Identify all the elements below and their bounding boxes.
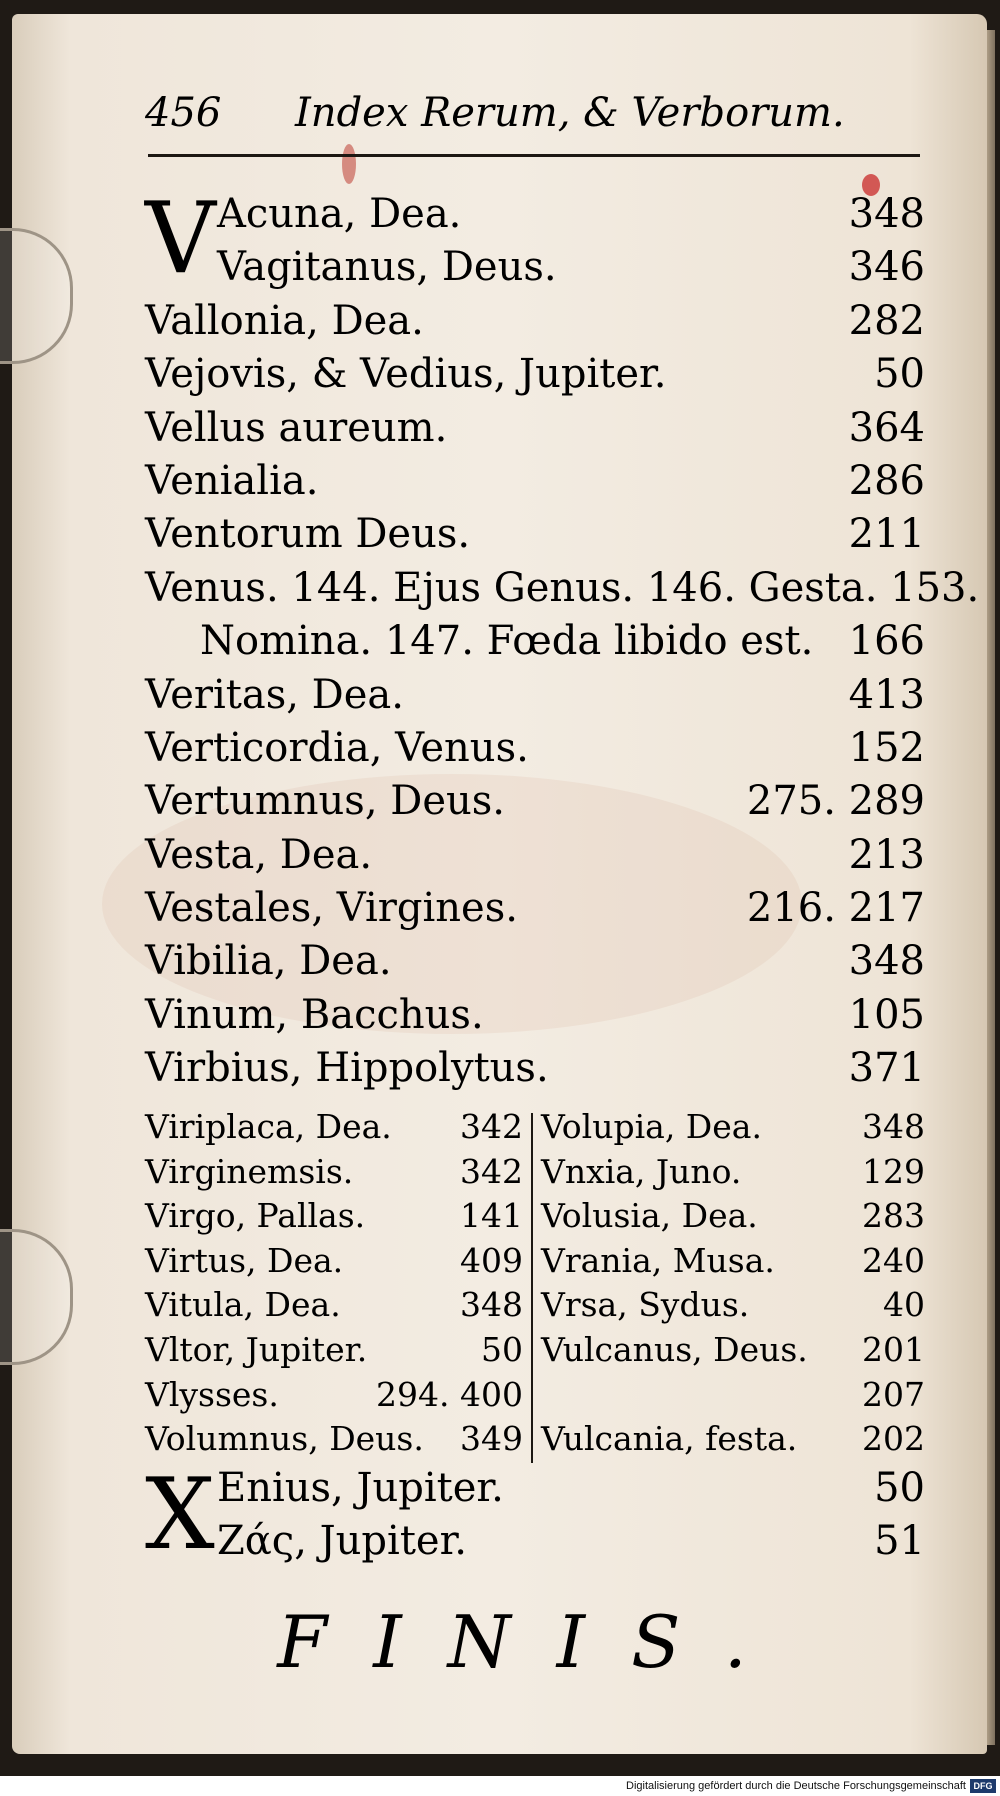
index-entry: Nomina. 147. Fœda libido est. 166 [200,618,925,665]
dfg-logo: DFG [970,1779,996,1793]
index-entry: Verticordia, Venus. 152 [145,724,925,771]
index-entry: Vellus aureum. 364 [145,404,925,451]
binding-tab-bottom [0,1229,73,1365]
index-entry: Venus. 144. Ejus Genus. 146. Gesta. 153. [145,564,980,611]
index-entry: Vrsa, Sydus. 40 [541,1285,925,1325]
two-column-index [145,1105,925,1465]
index-entry: Vitula, Dea. 348 [145,1285,523,1325]
index-entry: Virtus, Dea. 409 [145,1240,523,1280]
header-rule [148,154,920,157]
index-entry: Vinum, Bacchus. 105 [145,991,925,1038]
index-entry: Virbius, Hippolytus. 371 [145,1045,925,1092]
index-entry: Vallonia, Dea. 282 [145,297,925,344]
running-title: Index Rerum, & Verborum. [295,90,845,136]
index-entry: Vnxia, Juno. 129 [541,1151,925,1191]
index-entry: Ventorum Deus. 211 [145,511,925,558]
index-letter-x [145,1458,925,1572]
red-stain [342,144,356,184]
index-entry: Vertumnus, Deus. 275. 289 [145,778,925,825]
index-entry: Vibilia, Dea. 348 [145,938,925,985]
index-entry: Vejovis, & Vedius, Jupiter. 50 [145,351,925,398]
index-entry: Veritas, Dea. 413 [145,671,925,718]
dropcap-v: V [145,182,216,296]
footer-credit: Digitalisierung gefördert durch die Deutsche Forschungsgemeinschaft [626,1780,966,1792]
index-entry: Vltor, Jupiter. 50 [145,1329,523,1369]
dropcap-x: X [145,1458,215,1572]
index-entry: Vesta, Dea. 213 [145,831,925,878]
binding-tab-top [0,228,73,364]
left-column [145,1105,523,1462]
index-entry: Vrania, Musa. 240 [541,1240,925,1280]
column-divider [531,1113,533,1463]
index-entry: Enius, Jupiter. 50 [217,1465,925,1511]
index-entry: Vestales, Virgines. 216. 217 [145,885,925,932]
index-entry: Volupia, Dea. 348 [541,1107,925,1146]
index-entry: Volusia, Dea. 283 [541,1196,925,1236]
index-entry: Vulcania, festa. 202 [541,1419,925,1459]
page-number: 456 [145,90,222,136]
index-entry: Venialia. 286 [145,457,925,504]
index-entry: Acuna, Dea. 348 [217,191,925,237]
index-entry: Volumnus, Deus. 349 [145,1419,523,1459]
index-entry: Vlysses. 294. 400 [145,1374,523,1414]
right-column [541,1105,925,1462]
index-entry: Virginemsis. 342 [145,1151,523,1191]
index-entry: Vagitanus, Deus. 346 [217,244,925,291]
running-header [145,90,925,150]
index-entry: Vulcanus, Deus. 201 [541,1329,925,1369]
index-letter-v [145,182,980,1096]
digitization-footer [0,1776,1000,1796]
index-entry: Viriplaca, Dea. 342 [145,1107,523,1146]
index-entry: Ζάς, Jupiter. 51 [217,1518,925,1565]
finis-text: FINIS. [277,1600,793,1684]
index-entry: Virgo, Pallas. 141 [145,1196,523,1236]
index-entry: 207 [862,1374,925,1414]
